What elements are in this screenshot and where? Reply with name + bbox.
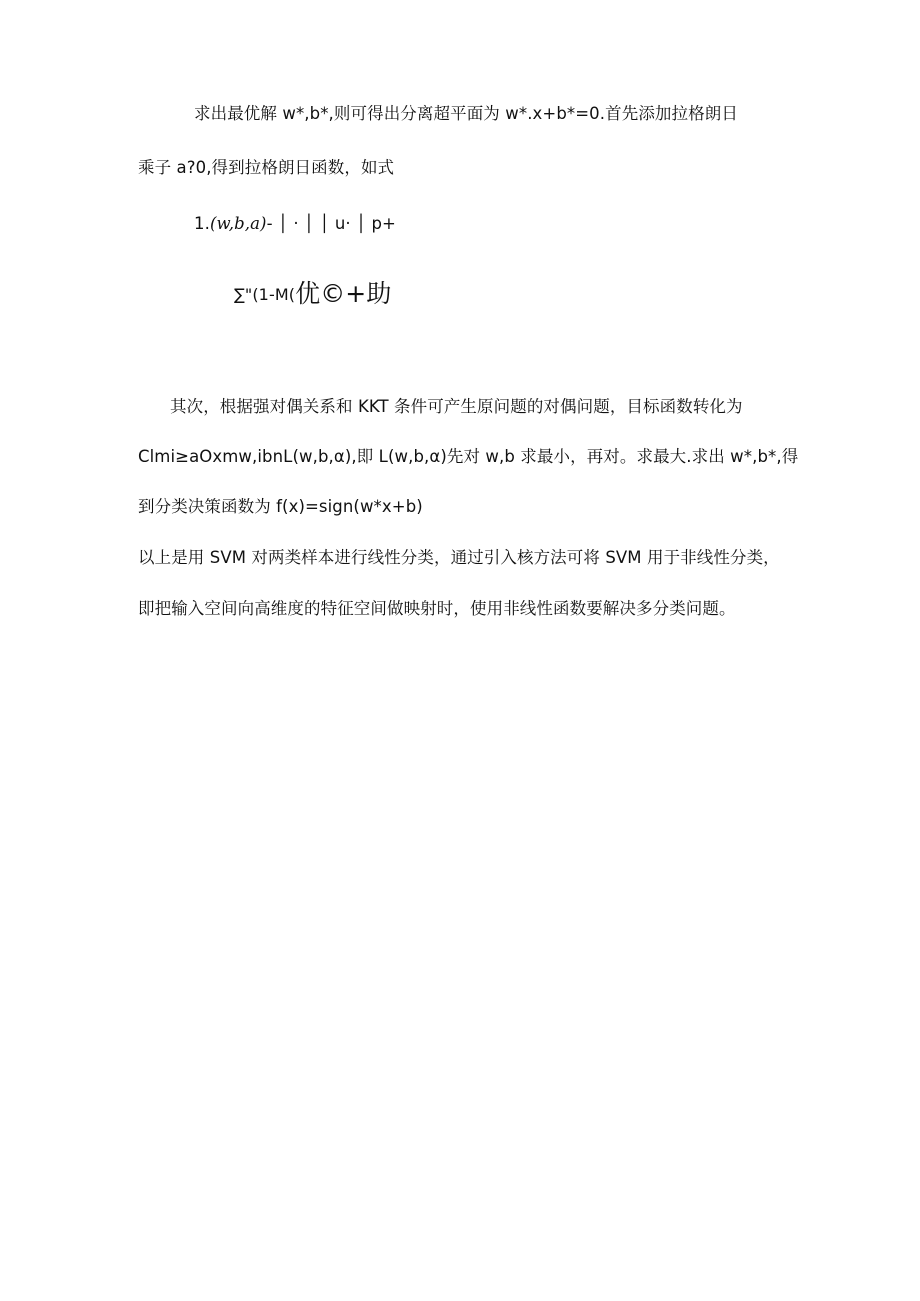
paragraph1-line1: 求出最优解 w*,b*,则可得出分离超平面为 w*.x+b*=0.首先添加拉格朗日 bbox=[194, 104, 738, 123]
paragraph2-line3: 到分类决策函数为 f(x)=sign(w*x+b) bbox=[138, 497, 423, 516]
paragraph2-line2: Clmi≥aOxmw,ibnL(w,b,α),即 L(w,b,α)先对 w,b 求最小，再对。求最大.求出 w*,b*,得 bbox=[138, 447, 799, 466]
paragraph3-line2: 即把输入空间向高维度的特征空间做映射时，使用非线性函数要解决多分类问题。 bbox=[138, 599, 736, 618]
formula-args: (w,b,a) bbox=[209, 214, 267, 233]
paragraph3-line1: 以上是用 SVM 对两类样本进行线性分类，通过引入核方法可将 SVM 用于非线性分类， bbox=[138, 548, 780, 567]
formula-prefix: 1. bbox=[194, 214, 210, 233]
formula-sum bbox=[234, 279, 392, 308]
formula-lagrangian bbox=[194, 214, 396, 234]
formula-sum-tail: 优©+助 bbox=[295, 279, 392, 308]
formula-sum-lead: ∑"(1-M( bbox=[234, 285, 296, 304]
paragraph2-line1: 其次，根据强对偶关系和 KKT 条件可产生原问题的对偶问题，目标函数转化为 bbox=[170, 397, 743, 416]
paragraph1-line2: 乘子 a?0,得到拉格朗日函数，如式 bbox=[138, 158, 395, 177]
formula-rest: - │ · │ │ u· │ p+ bbox=[266, 214, 396, 233]
